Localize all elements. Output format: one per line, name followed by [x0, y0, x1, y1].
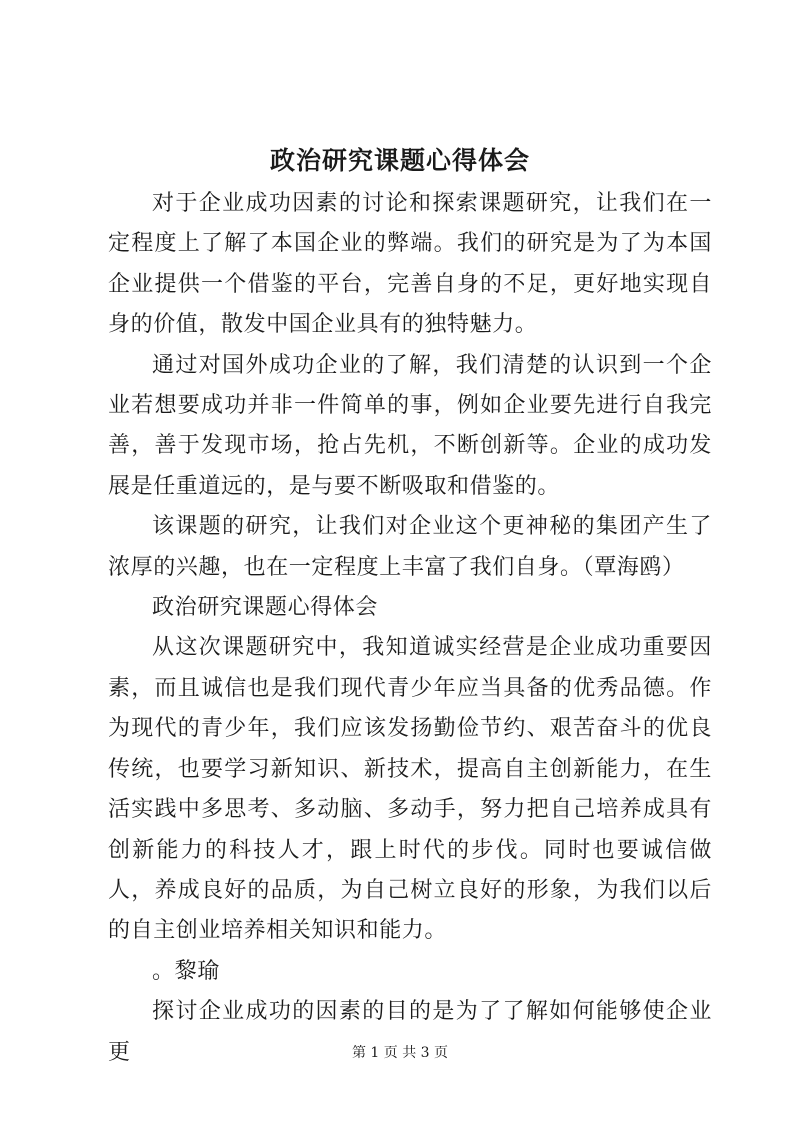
section-heading: 政治研究课题心得体会 — [152, 595, 379, 621]
page-footer — [0, 1043, 800, 1063]
document-title: 政治研究课题心得体会 — [269, 146, 530, 175]
paragraph-3: 该课题的研究，让我们对企业这个更神秘的集团产生了浓厚的兴趣，也在一定程度上丰富了我们自身。（覃海鸥） — [108, 514, 712, 580]
paragraph-2: 通过对国外成功企业的了解，我们清楚的认识到一个企业若想要成功并非一件简单的事，例如企业要先进行自我完善，善于发现市场，抢占先机，不断创新等。企业的成功发展是任重道远的，是与要不断吸取和借鉴的。 — [108, 352, 712, 499]
page-number-label: 第 1 页 共 3 页 — [351, 1045, 449, 1061]
paragraph-4: 从这次课题研究中，我知道诚实经营是企业成功重要因素，而且诚信也是我们现代青少年应当具备的优秀品德。作为现代的青少年，我们应该发扬勤俭节约、艰苦奋斗的优良传统，也要学习新知识、新技术，提高自主创新能力，在生活实践中多思考、多动脑、多动手，努力把自己培养成具有创新能力的科技人才，跟上时代的步伐。同时也要诚信做人，养成良好的品质，为自己树立良好的形象，为我们以后的自主创业培养相关知识和能力。 — [108, 635, 712, 944]
author-signature: 。黎瑜 — [152, 958, 220, 984]
paragraph-5: 探讨企业成功的因素的目的是为了了解如何能够使企业更 — [108, 999, 712, 1065]
paragraph-1: 对于企业成功因素的讨论和探索课题研究，让我们在一定程度上了解了本国企业的弊端。我们的研究是为了为本国企业提供一个借鉴的平台，完善自身的不足，更好地实现自身的价值，散发中国企业具有的独特魅力。 — [108, 191, 712, 338]
document-body — [108, 184, 712, 1073]
